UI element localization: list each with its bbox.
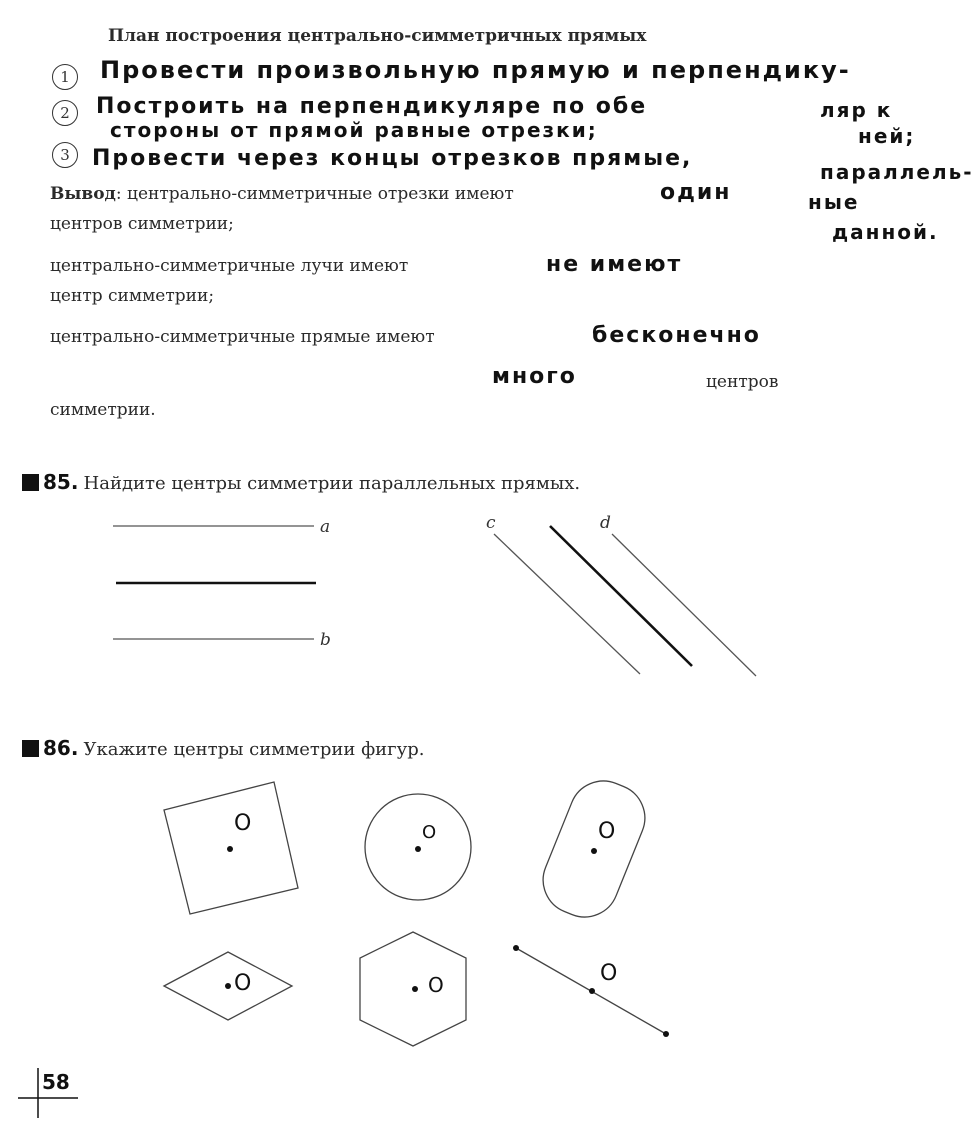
- line-d: [612, 534, 756, 676]
- label-line-c: c: [486, 513, 496, 533]
- step-3-handwriting: Провести через концы отрезков прямые,: [92, 146, 693, 171]
- center-dot-circle: [415, 846, 421, 852]
- step-2-handwriting: Построить на перпендикуляре по обе: [96, 94, 648, 119]
- center-label-stadium: O: [598, 819, 616, 844]
- margin-note-4: ные: [808, 190, 860, 214]
- center-dot-hexagon: [412, 986, 418, 992]
- step-2-number: 2: [52, 100, 78, 126]
- exercise-85-text: Найдите центры симметрии параллельных прямых.: [83, 473, 581, 494]
- center-label-circle: O: [422, 822, 437, 843]
- center-label-square: O: [234, 811, 252, 836]
- conclusion-line-1-text: : центрально-симметричные отрезки имеют: [115, 184, 514, 204]
- exercise-85-number: 85.: [43, 470, 79, 494]
- line-middle-diagonal: [550, 526, 692, 666]
- step-3-number: 3: [52, 142, 78, 168]
- center-label-hexagon: O: [428, 973, 444, 997]
- margin-note-3: параллель-: [820, 160, 974, 184]
- label-line-a: a: [320, 517, 331, 537]
- conclusion-line-5: центрально-симметричные прямые имеют: [50, 327, 435, 347]
- center-label-rhombus: O: [234, 971, 252, 996]
- step-1-handwriting: Провести произвольную прямую и перпендику-: [100, 56, 851, 84]
- center-label-segment: O: [600, 961, 618, 986]
- plan-title: План построения центрально-симметричных прямых: [108, 26, 647, 46]
- label-line-d: d: [600, 513, 611, 533]
- conclusion-label: Вывод: [50, 184, 116, 204]
- segment-endpoint-start: [513, 945, 519, 951]
- exercise-86-text: Укажите центры симметрии фигур.: [83, 739, 425, 760]
- conclusion-line-7: симметрии.: [50, 400, 156, 420]
- center-dot-square: [227, 846, 233, 852]
- center-dot-stadium: [591, 848, 597, 854]
- conclusion-line-4: центр симметрии;: [50, 286, 215, 306]
- margin-note-5: данной.: [832, 220, 939, 244]
- conclusion-answer-5b: много: [492, 364, 577, 389]
- conclusion-answer-3: не имеют: [546, 252, 683, 277]
- conclusion-line-6: центров: [706, 372, 779, 392]
- page-number: 58: [42, 1070, 70, 1094]
- margin-note-2: ней;: [858, 124, 916, 148]
- conclusion-line-2: центров симметрии;: [50, 214, 234, 234]
- conclusion-answer-5a: бесконечно: [592, 323, 761, 348]
- line-c: [494, 534, 640, 674]
- margin-note-1: ляр к: [820, 98, 893, 122]
- conclusion-answer-1: один: [660, 180, 732, 205]
- exercise-86-number: 86.: [43, 736, 79, 760]
- step-1-number: 1: [52, 64, 78, 90]
- segment-endpoint-end: [663, 1031, 669, 1037]
- center-dot-rhombus: [225, 983, 231, 989]
- center-dot-segment: [589, 988, 595, 994]
- conclusion-line-3: центрально-симметричные лучи имеют: [50, 256, 409, 276]
- step-2-handwriting-cont: стороны от прямой равные отрезки;: [110, 118, 598, 142]
- label-line-b: b: [320, 630, 331, 650]
